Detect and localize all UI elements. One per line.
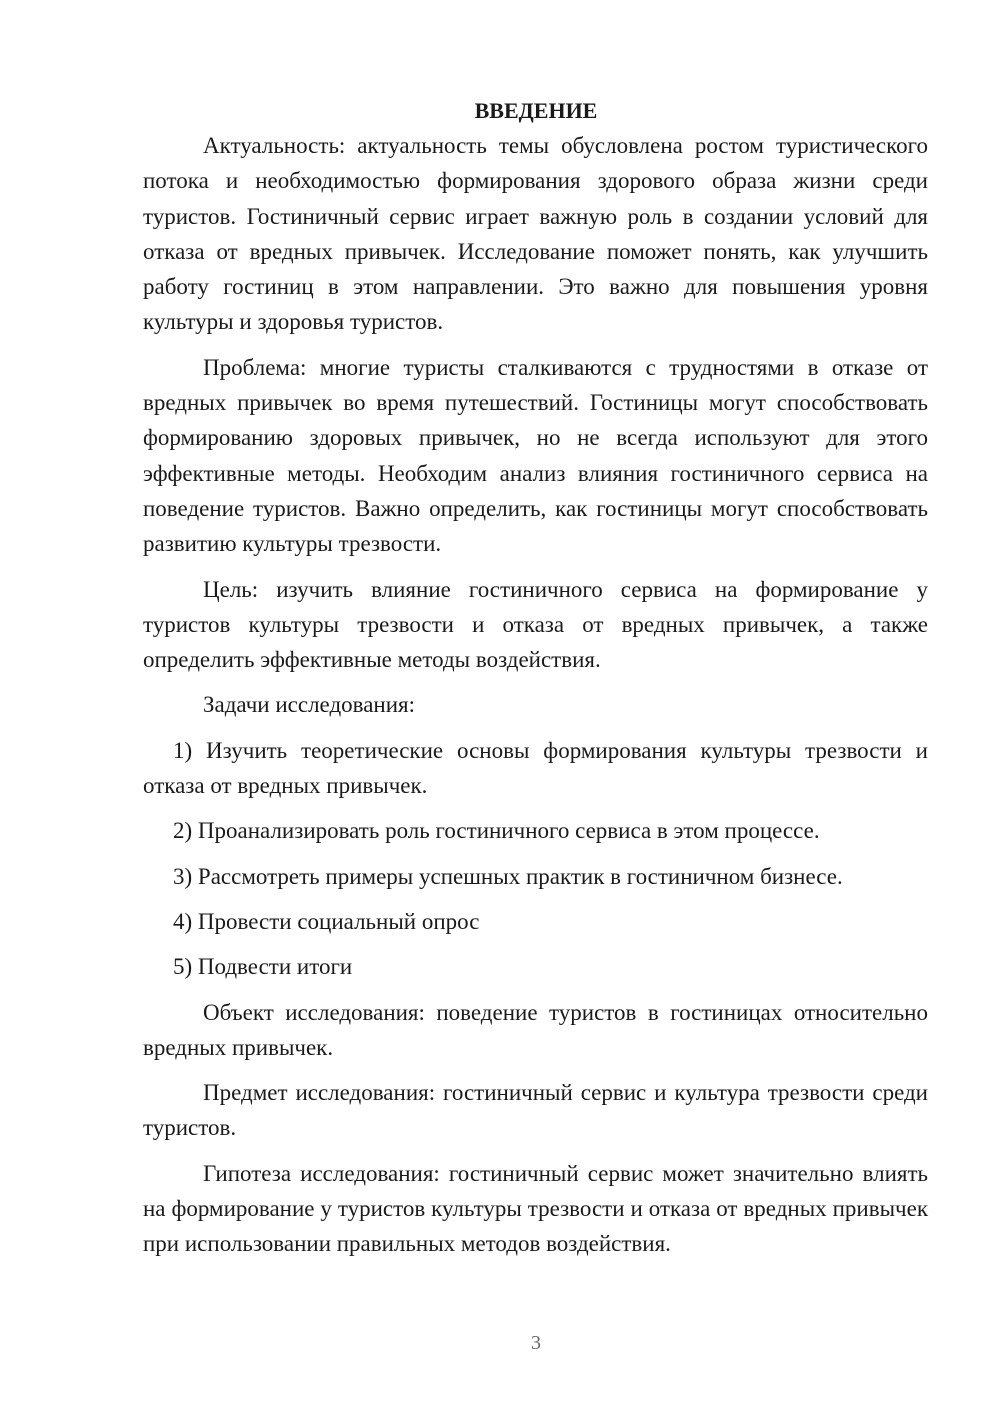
task-item: 1) Изучить теоретические основы формирования культуры трезвости и отказа от вредных привычек.	[143, 737, 928, 799]
task-item: 3) Рассмотреть примеры успешных практик в гостиничном бизнесе.	[173, 863, 843, 889]
problem-paragraph: Проблема: многие туристы сталкиваются с трудностями в отказе от вредных привычек во время путешествий. Гостиницы могут способствовать формированию здоровых привычек, но не всегда используют для этого эффективные методы. Необходим анализ влияния гостиничного сервиса на поведение туристов. Важно определить, как гостиницы могут способствовать развитию культуры трезвости.	[143, 354, 928, 557]
tasks-heading: Задачи исследования:	[203, 692, 416, 718]
task-item: 5) Подвести итоги	[173, 954, 353, 980]
goal-paragraph: Цель: изучить влияние гостиничного сервиса на формирование у туристов культуры трезвости и отказа от вредных привычек, а также определить эффективные методы воздействия.	[143, 576, 928, 673]
hypothesis-paragraph: Гипотеза исследования: гостиничный сервис может значительно влиять на формирование у туристов культуры трезвости и отказа от вредных привычек при использовании правильных методов воздействия.	[143, 1160, 928, 1257]
section-title: ВВЕДЕНИЕ	[474, 98, 598, 123]
task-item: 4) Провести социальный опрос	[173, 908, 480, 934]
relevance-paragraph: Актуальность: актуальность темы обусловлена ростом туристического потока и необходимостью формирования здорового образа жизни среди туристов. Гостиничный сервис играет важную роль в создании условий для отказа от вредных привычек. Исследование поможет понять, как улучшить работу гостиниц в этом направлении. Это важно для повышения уровня культуры и здоровья туристов.	[143, 133, 928, 335]
object-paragraph: Объект исследования: поведение туристов в гостиницах относительно вредных привычек.	[143, 999, 928, 1060]
task-item: 2) Проанализировать роль гостиничного сервиса в этом процессе.	[173, 818, 820, 844]
page-content	[143, 96, 928, 1272]
subject-paragraph: Предмет исследования: гостиничный сервис и культура трезвости среди туристов.	[143, 1080, 928, 1141]
page-number: 3	[531, 1332, 541, 1354]
